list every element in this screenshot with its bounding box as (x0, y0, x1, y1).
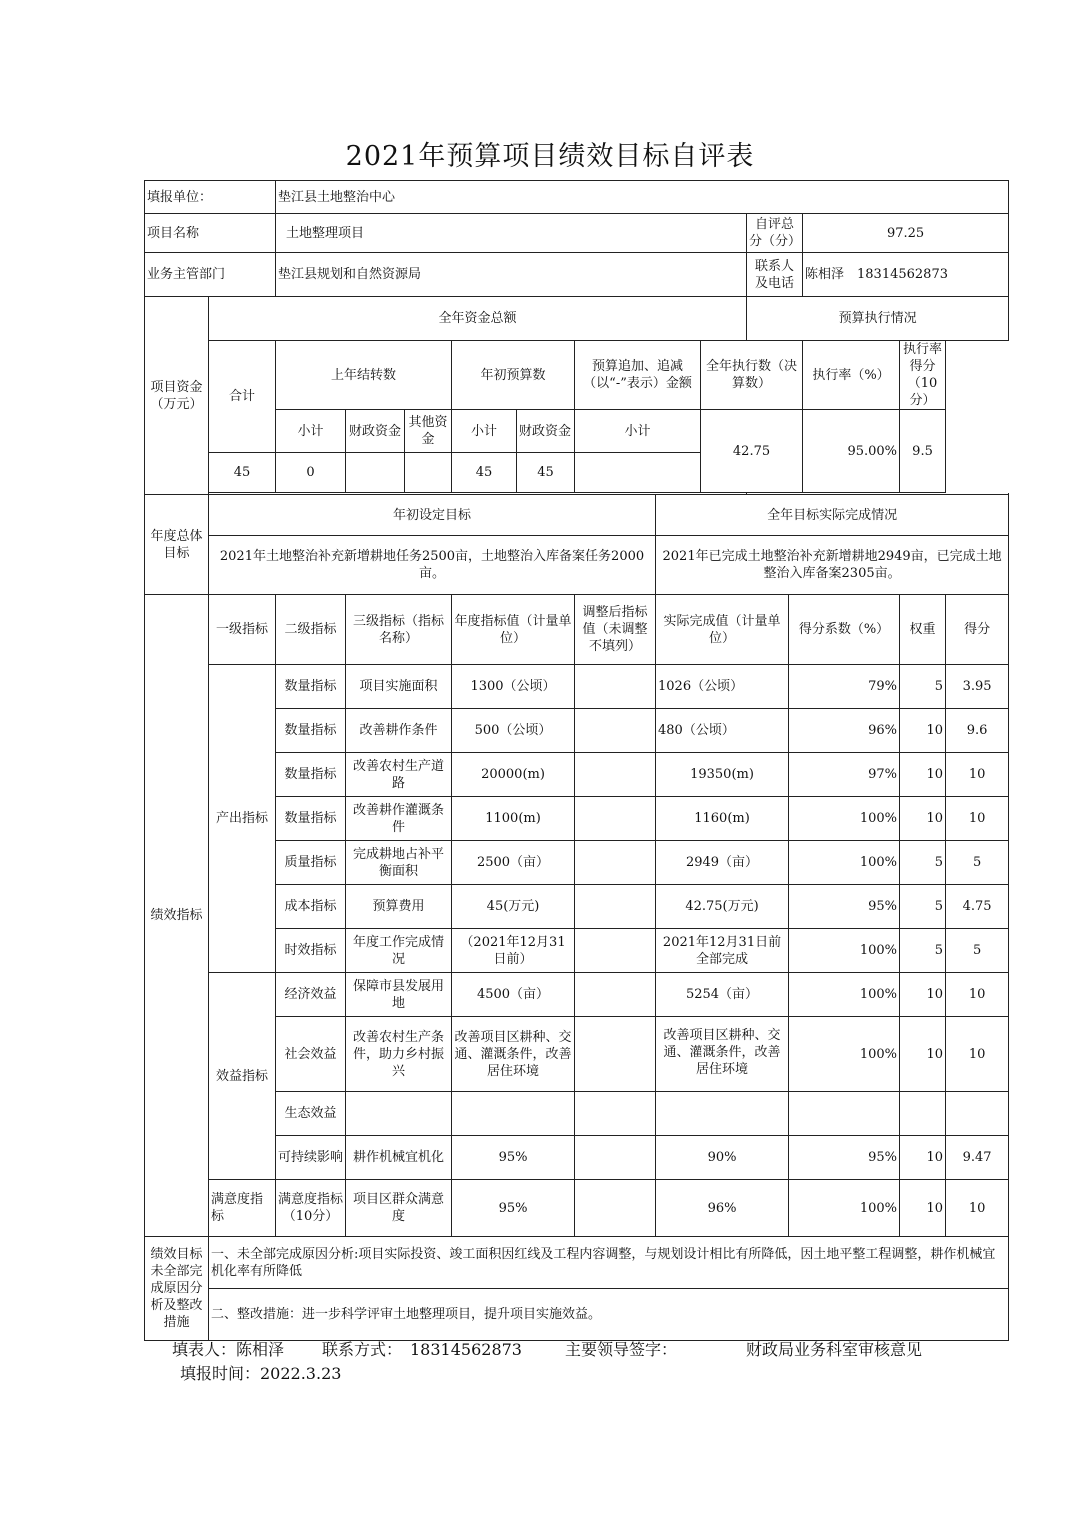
weight-header: 权重 (900, 595, 946, 665)
level2-cell: 可持续影响 (276, 1136, 346, 1180)
output-label: 产出指标 (209, 665, 276, 973)
level3-cell: 保障市县发展用地 (346, 973, 452, 1017)
project-name-label: 项目名称 (145, 214, 276, 253)
adjusted-cell (575, 1136, 656, 1180)
table-row (145, 665, 1009, 709)
fill-time-text: 填报时间：2022.3.23 (180, 1364, 342, 1383)
level2-header: 二级指标 (276, 595, 346, 665)
unit-label: 填报单位： (145, 181, 276, 214)
actual-cell: 42.75(万元) (656, 885, 789, 929)
level3-cell: 改善农村生产道路 (346, 753, 452, 797)
level3-cell: 年度工作完成情况 (346, 929, 452, 973)
leader-signature-label: 主要领导签字： (565, 1340, 678, 1359)
level3-cell: 耕作机械宜机化 (346, 1136, 452, 1180)
level3-cell: 项目区群众满意度 (346, 1180, 452, 1237)
score-cell: 10 (946, 1017, 1009, 1092)
benefit-label: 效益指标 (209, 973, 276, 1180)
score-cell: 5 (946, 929, 1009, 973)
self-evaluation-table (144, 180, 1009, 1341)
carry-subtotal-value: 0 (276, 453, 346, 493)
unfinished-label: 绩效目标未全部完成原因分析及整改措施 (145, 1237, 209, 1341)
init-fiscal-label: 财政资金 (517, 410, 575, 453)
weight-cell (900, 1092, 946, 1136)
weight-cell: 5 (900, 841, 946, 885)
funds-total-value: 45 (209, 453, 276, 493)
table-row (145, 1180, 1009, 1237)
level3-cell: 预算费用 (346, 885, 452, 929)
annual-cell: 4500（亩） (452, 973, 575, 1017)
actual-cell: 1026（公顷） (656, 665, 789, 709)
actual-value-header: 实际完成值（计量单位） (656, 595, 789, 665)
annual-cell (452, 1092, 575, 1136)
adjusted-cell (575, 753, 656, 797)
annual-cell: 1300（公顷） (452, 665, 575, 709)
annual-cell: （2021年12月31日前） (452, 929, 575, 973)
review-opinion-label: 财政局业务科室审核意见 (746, 1340, 923, 1359)
initial-goal-text: 2021年土地整治补充新增耕地任务2500亩，土地整治入库备案任务2000亩。 (209, 536, 656, 595)
initial-budget-label: 年初预算数 (452, 341, 575, 410)
score-cell: 4.75 (946, 885, 1009, 929)
coef-cell: 100% (789, 1017, 900, 1092)
actual-cell: 改善项目区耕种、交通、灌溉条件，改善居住环境 (656, 1017, 789, 1092)
level2-cell: 满意度指标（10分） (276, 1180, 346, 1237)
coef-cell: 100% (789, 929, 900, 973)
level2-cell: 社会效益 (276, 1017, 346, 1092)
score-cell: 9.47 (946, 1136, 1009, 1180)
adjusted-cell (575, 885, 656, 929)
score-cell (946, 1092, 1009, 1136)
level2-cell: 数量指标 (276, 797, 346, 841)
level3-cell: 完成耕地占补平衡面积 (346, 841, 452, 885)
annual-goal-label: 年度总体目标 (145, 495, 209, 595)
carry-fiscal-label: 财政资金 (346, 410, 405, 453)
score-cell: 5 (946, 841, 1009, 885)
weight-cell: 10 (900, 753, 946, 797)
reason-analysis: 一、未全部完成原因分析:项目实际投资、竣工面积因红线及工程内容调整，与规划设计相比有所降低，因土地平整工程调整，耕作机械宜机化率有所降低 (209, 1237, 1009, 1289)
level3-cell: 项目实施面积 (346, 665, 452, 709)
annual-cell: 45(万元) (452, 885, 575, 929)
coef-cell: 79% (789, 665, 900, 709)
level2-cell: 数量指标 (276, 665, 346, 709)
annual-cell: 95% (452, 1180, 575, 1237)
actual-cell: 96% (656, 1180, 789, 1237)
adjusted-cell (575, 1180, 656, 1237)
adjusted-cell (575, 1092, 656, 1136)
actual-cell: 480（公顷） (656, 709, 789, 753)
exec-score-value: 9.5 (900, 410, 946, 493)
weight-cell: 5 (900, 929, 946, 973)
carry-other-label: 其他资金 (405, 410, 452, 453)
annual-cell: 500（公顷） (452, 709, 575, 753)
contact-value: 陈相泽 18314562873 (803, 253, 1009, 297)
level3-header: 三级指标（指标名称） (346, 595, 452, 665)
level3-cell: 改善耕作条件 (346, 709, 452, 753)
level3-cell: 改善耕作灌溉条件 (346, 797, 452, 841)
annual-cell: 改善项目区耕种、交通、灌溉条件，改善居住环境 (452, 1017, 575, 1092)
score-header: 得分 (946, 595, 1009, 665)
adjusted-value-header: 调整后指标值（未调整不填列） (575, 595, 656, 665)
init-subtotal-label: 小计 (452, 410, 517, 453)
page-title: 2021年预算项目绩效目标自评表 (345, 141, 755, 172)
score-total-label: 自评总分（分） (747, 214, 803, 253)
score-cell: 10 (946, 753, 1009, 797)
satisfaction-label: 满意度指标 (209, 1180, 276, 1237)
init-fiscal-value: 45 (517, 453, 575, 493)
adjust-subtotal-label: 小计 (575, 410, 701, 453)
annual-cell: 1100(m) (452, 797, 575, 841)
actual-cell: 19350(m) (656, 753, 789, 797)
score-total-value: 97.25 (803, 214, 1009, 253)
adjust-label: 预算追加、追减（以“-”表示）金额 (575, 341, 701, 410)
coef-cell: 100% (789, 797, 900, 841)
dept-label: 业务主管部门 (145, 253, 276, 297)
weight-cell: 10 (900, 1136, 946, 1180)
contact-text: 联系方式： 18314562873 (322, 1340, 522, 1359)
actual-cell: 5254（亩） (656, 973, 789, 1017)
weight-cell: 5 (900, 665, 946, 709)
exec-amount-value: 42.75 (701, 410, 803, 493)
annual-value-header: 年度指标值（计量单位） (452, 595, 575, 665)
exec-status-label: 预算执行情况 (747, 297, 1009, 341)
project-funds-label: 项目资金（万元） (145, 297, 209, 495)
adjusted-cell (575, 929, 656, 973)
footer (172, 1338, 922, 1386)
level2-cell: 时效指标 (276, 929, 346, 973)
score-cell: 9.6 (946, 709, 1009, 753)
actual-cell: 1160(m) (656, 797, 789, 841)
score-cell: 10 (946, 1180, 1009, 1237)
dept-value: 垫江县规划和自然资源局 (276, 253, 747, 297)
total-label: 合计 (209, 341, 276, 453)
initial-goal-label: 年初设定目标 (209, 495, 656, 536)
level2-cell: 质量指标 (276, 841, 346, 885)
actual-goal-label: 全年目标实际完成情况 (656, 495, 1009, 536)
coef-cell: 100% (789, 1180, 900, 1237)
exec-rate-label: 执行率（%） (803, 341, 900, 410)
level3-cell (346, 1092, 452, 1136)
carryover-label: 上年结转数 (276, 341, 452, 410)
weight-cell: 10 (900, 797, 946, 841)
unit-value: 垫江县土地整治中心 (276, 181, 1009, 214)
carry-fiscal-value (346, 453, 405, 493)
table-row (145, 973, 1009, 1017)
weight-cell: 10 (900, 1017, 946, 1092)
adjusted-cell (575, 841, 656, 885)
contact-label: 联系人及电话 (747, 253, 803, 297)
level2-cell: 经济效益 (276, 973, 346, 1017)
weight-cell: 5 (900, 885, 946, 929)
coef-cell: 100% (789, 841, 900, 885)
actual-goal-text: 2021年已完成土地整治补充新增耕地2949亩，已完成土地整治入库备案2305亩。 (656, 536, 1009, 595)
actual-cell (656, 1092, 789, 1136)
carry-other-value (405, 453, 452, 493)
project-name-value: 土地整理项目 (276, 214, 747, 253)
adjusted-cell (575, 797, 656, 841)
level2-cell: 生态效益 (276, 1092, 346, 1136)
level2-cell: 数量指标 (276, 709, 346, 753)
filler-text: 填表人：陈相泽 (172, 1340, 285, 1359)
actual-cell: 90% (656, 1136, 789, 1180)
level1-header: 一级指标 (209, 595, 276, 665)
coef-cell: 96% (789, 709, 900, 753)
init-subtotal-value: 45 (452, 453, 517, 493)
coef-cell: 95% (789, 1136, 900, 1180)
coef-header: 得分系数（%） (789, 595, 900, 665)
exec-rate-value: 95.00% (803, 410, 900, 493)
level2-cell: 成本指标 (276, 885, 346, 929)
total-funds-label: 全年资金总额 (209, 297, 747, 341)
coef-cell (789, 1092, 900, 1136)
coef-cell: 95% (789, 885, 900, 929)
exec-score-label: 执行率得分（10分） (900, 341, 946, 410)
adjusted-cell (575, 665, 656, 709)
actual-cell: 2021年12月31日前全部完成 (656, 929, 789, 973)
annual-cell: 2500（亩） (452, 841, 575, 885)
weight-cell: 10 (900, 973, 946, 1017)
adjusted-cell (575, 973, 656, 1017)
weight-cell: 10 (900, 709, 946, 753)
annual-cell: 95% (452, 1136, 575, 1180)
annual-cell: 20000(m) (452, 753, 575, 797)
exec-amount-label: 全年执行数（决算数） (701, 341, 803, 410)
reason-measures: 二、整改措施：进一步科学评审土地整理项目，提升项目实施效益。 (209, 1289, 1009, 1341)
weight-cell: 10 (900, 1180, 946, 1237)
level3-cell: 改善农村生产条件，助力乡村振兴 (346, 1017, 452, 1092)
coef-cell: 100% (789, 973, 900, 1017)
coef-cell: 97% (789, 753, 900, 797)
carry-subtotal-label: 小计 (276, 410, 346, 453)
score-cell: 3.95 (946, 665, 1009, 709)
score-cell: 10 (946, 797, 1009, 841)
adjusted-cell (575, 709, 656, 753)
perf-indicators-label: 绩效指标 (145, 595, 209, 1237)
adjust-subtotal-value (575, 453, 701, 493)
level2-cell: 数量指标 (276, 753, 346, 797)
adjusted-cell (575, 1017, 656, 1092)
score-cell: 10 (946, 973, 1009, 1017)
actual-cell: 2949（亩） (656, 841, 789, 885)
